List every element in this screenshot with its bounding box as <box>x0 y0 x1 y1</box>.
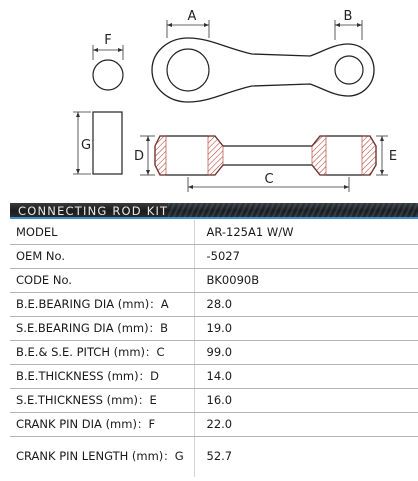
connecting-rod-diagram <box>0 0 418 200</box>
table-row <box>10 316 418 340</box>
crank-pin-circle <box>93 60 123 90</box>
table-row <box>10 388 418 412</box>
spec-value: 52.7 <box>206 449 233 464</box>
spec-value: 16.0 <box>194 388 418 412</box>
table-row <box>10 340 418 364</box>
spec-value: -5027 <box>194 244 418 268</box>
spec-table <box>10 220 418 477</box>
table-row <box>10 292 418 316</box>
dimension-e <box>376 136 388 175</box>
label-g: G <box>80 138 92 153</box>
label-a: A <box>187 9 197 24</box>
spec-label: S.E.BEARING DIA (mm)：B <box>10 316 194 340</box>
rod-top-view <box>152 38 374 102</box>
spec-label: CRANK PIN DIA (mm)：F <box>10 412 194 436</box>
spec-label: B.E.BEARING DIA (mm)：A <box>10 292 194 316</box>
spec-value: 99.0 <box>194 340 418 364</box>
label-e: E <box>388 149 398 164</box>
label-c: C <box>264 172 274 187</box>
spec-value: AR-125A1 W/W <box>194 220 418 244</box>
table-row <box>10 220 418 244</box>
table-row <box>10 412 418 436</box>
table-row <box>10 364 418 388</box>
spec-label: CODE No. <box>10 268 194 292</box>
spec-value: BK0090B <box>194 268 418 292</box>
crank-pin-side <box>93 112 122 174</box>
spec-value: 22.0 <box>194 412 418 436</box>
spec-label: OEM No. <box>10 244 194 268</box>
label-b: B <box>343 9 353 24</box>
spec-label: B.E.& S.E. PITCH (mm)：C <box>10 340 194 364</box>
spec-label: S.E.THICKNESS (mm)：E <box>10 388 194 412</box>
label-f: F <box>104 33 112 48</box>
spec-label: MODEL <box>10 220 194 244</box>
rod-side-view <box>155 136 376 175</box>
spec-label: B.E.THICKNESS (mm)：D <box>10 364 194 388</box>
table-row <box>10 436 418 477</box>
title-accent-stripes <box>168 203 418 219</box>
table-row <box>10 268 418 292</box>
label-d: D <box>133 149 145 164</box>
spec-value: 14.0 <box>194 364 418 388</box>
spec-label: CRANK PIN LENGTH (mm)：G <box>10 436 194 477</box>
table-row <box>10 244 418 268</box>
spec-value: 19.0 <box>194 316 418 340</box>
table-title: CONNECTING ROD KIT <box>18 204 169 218</box>
spec-value: 28.0 <box>194 292 418 316</box>
table-title-bar <box>10 203 418 219</box>
